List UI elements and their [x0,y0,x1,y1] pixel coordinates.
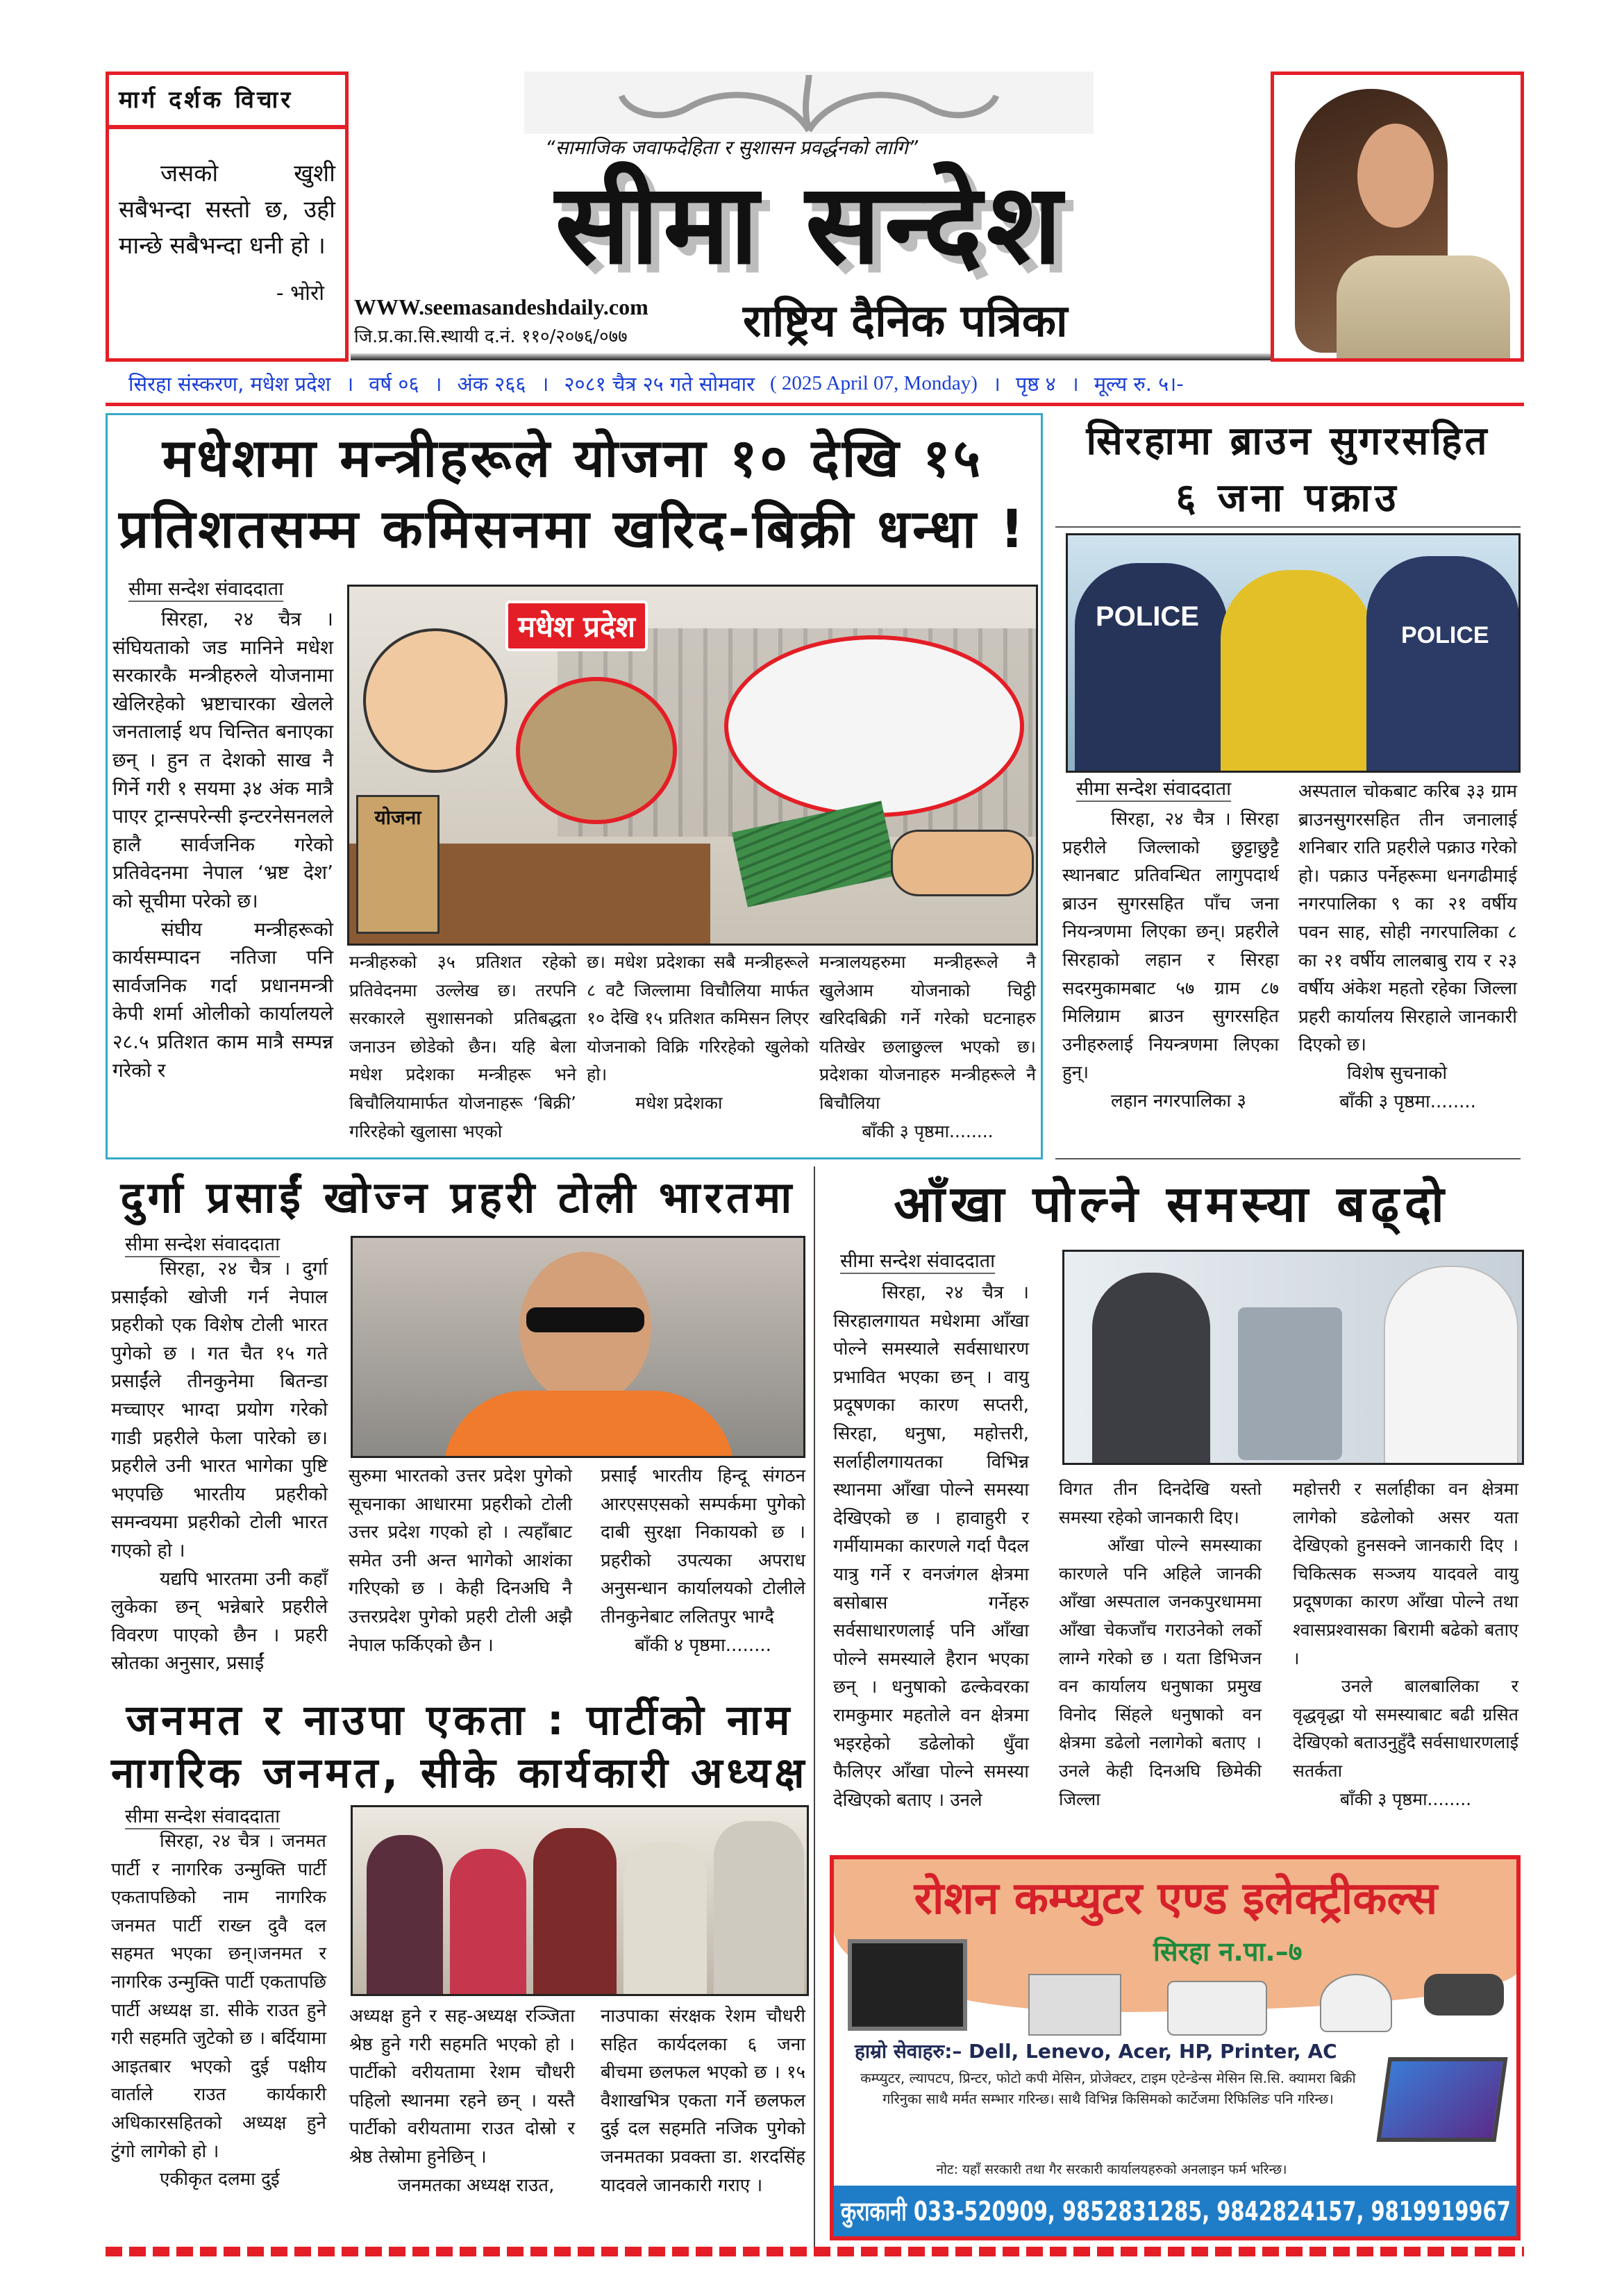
computer-icon [848,1939,967,2031]
article-eye-col-3: महोत्तरी र सर्लाहीका वन क्षेत्रमा लागेको डढेलोको असर यता देखिएको हुनसक्ने जानकारी दिए । चिकित्सक सञ्जय यादवले वायु प्रदूषणका कारण आँखा पोल्ने तथा श्वासप्रश्वासका बिरामी बढेको बताए । उनले बालबालिका र वृद्धवृद्धा यो समस्याबाट बढी ग्रसित देखिएको बताउनुहुँदै सर्वसाधारणलाई सतर्कता बाँकी ३ पृष्ठमा........ [1293,1475,1518,1813]
separator: । [992,371,1001,396]
article-durga-col-2: सुरुमा भारतको उत्तर प्रदेश पुगेको सूचनाका आधारमा प्रहरीको टोली उत्तर प्रदेश गएको हो । त्यहाँबाट समेत उनी अन्त भागेको आशंका गरिएको छ । केही दिनअघि नै उत्तरप्रदेश पुगेको प्रहरी टोली अझै नेपाल फर्किएको छैन । [349,1466,572,1656]
dirt-road-circle [516,677,677,824]
police-label: POLICE [1096,601,1199,632]
thought-box-title: मार्ग दर्शक विचार [109,75,345,129]
article-janamat-col-2: अध्यक्ष हुने र सह-अध्यक्ष रञ्जिता श्रेष्ठ हुने गरी सहमति भएको हो । पार्टीको वरीयतामा रेशम चौधरी पहिलो स्थानमा रहने छन् । यस्तै पार्टीको वरीयतामा राउत दोस्रो र श्रेष्ठ तेस्रोमा हुनेछिन् । जनमतका अध्यक्ष राउत, [349,2006,575,2196]
masthead-website: WWW.seemasandeshdaily.com [354,294,648,319]
byline: सीमा सन्देश संवाददाता [128,578,284,600]
police-arrest-image [1066,533,1521,773]
byline: सीमा सन्देश संवाददाता [125,1234,281,1255]
byline: सीमा सन्देश संवाददाता [1076,778,1232,800]
article-durga-col-1: सिरहा, २४ चैत्र । दुर्गा प्रसाईंको खोजी गर्न नेपाल प्रहरीको एक विशेष टोली भारत पुगेको छ । गत चैत १५ गते प्रसाईंले तीनकुनेमा बितन्डा मच्चाएर भाग्दा प्रयोग गरेको गाडी प्रहरीले फेला पारेको छ। प्रहरीले उनी भारत भागेका पुष्टि भएपछि भारतीय प्रहरीको समन्वयमा प्रहरीको टोली भारत गएको हो । यद्यपि भारतमा उनी कहाँ लुकेका छन् भन्नेबारे प्रहरीले विवरण पाएको छैन । प्रहरी स्रोतका अनुसार, प्रसाईं [111,1258,328,1675]
bottom-dashed-rule [106,2247,1524,2256]
headline-commission-2: प्रतिशतसम्म कमिसनमा खरिद-बिक्री धन्धा ! [119,498,1027,560]
police-label: POLICE [1401,622,1489,648]
article-commission-col-1: सिरहा, २४ चैत्र । संघियताको जड मानिने मधेश सरकारकै मन्त्रीहरुले योजनामा खेलिरहेको भ्रष्टाचारका खेलले जनतालाई थप चिन्तित बनाएका छन् । हुन त देशको साख नै गिर्ने गरी १ सयमा ३४ अंक मात्रै पाएर ट्रान्सपरेन्सी इन्टरनेसनलले हालै सार्वजनिक गरेको प्रतिवेदनमा नेपाल ‘भ्रष्ट देश’ को सूचीमा परेको छ। संघीय मन्त्रीहरूको कार्यसम्पादन नतिजा पनि सार्वजनिक गर्दा प्रधानमन्त्री केपी शर्मा ओलीको कार्यालयले २८.५ प्रतिशत काम मात्रै सम्पन्न गरेको र [112,607,333,1082]
article-commission-col-3: छ। मधेश प्रदेशका सबै मन्त्रीहरूले ८ वटै जिल्लामा विचौलिया मार्फत १० देखि १५ प्रतिशत कमिसन लिएर योजनाको विक्रि गरिरहेको खुलेको हो। मधेश प्रदेशका [587,952,809,1113]
page-number: पृष्ठ ४ [1015,371,1056,396]
thought-author: - भोरो [276,281,324,305]
leader [623,1842,707,1996]
ad-services: हाम्रो सेवाहरु:– Dell, Lenevo, Acer, HP, Printer, AC [855,2040,1337,2063]
dome-camera-icon [1320,1974,1392,2032]
party-leaders-image [351,1805,809,1996]
model-photo [1271,72,1524,362]
continued-link[interactable]: बाँकी ३ पृष्ठमा........ [862,1121,994,1141]
orange-shirt [443,1391,735,1458]
model-top [1337,255,1510,360]
issue: अंक २६६ [457,371,526,396]
info-bar-rule [106,403,1524,406]
edition: सिरहा संस्करण, मधेश प्रदेश [128,371,331,396]
headline-eye: आँखा पोल्ने समस्या बढ्दो [894,1175,1450,1233]
model-face [1357,124,1434,228]
article-janamat-col-1: सिरहा, २४ चैत्र । जनमत पार्टी र नागरिक उन्मुक्ति पार्टी एकतापछिको नाम नागरिक जनमत पार्टी राख्न दुवै दल सहमत भएका छन्।जनमत र नागरिक उन्मुक्ति पार्टी एकतापछि पार्टी अध्यक्ष डा. सीके राउत हुने गरी सहमति जुटेको छ । बर्दियामा आइतबार भएको दुई पक्षीय वार्ताले राउत कार्यकारी अधिकारसहितको अध्यक्ष हुने टुंगो लागेको हो । एकीकृत दलमा दुई [111,1831,326,2190]
headline-brown-sugar-2: ६ जना पक्राउ [1175,476,1400,521]
ad-title: रोशन कम्प्युटर एण्ड इलेक्ट्रीकल्स [914,1873,1438,1925]
sunglasses [526,1307,644,1332]
minister-figure [363,628,508,773]
price: मूल्य रु. ५।- [1094,371,1184,396]
patient [1092,1273,1210,1465]
thought-box [106,72,349,362]
slit-lamp [1238,1307,1342,1460]
ad-contact[interactable]: कुराकानी 033-520909, 9852831285, 9842824157, 9819919967 [841,2196,1511,2227]
masthead [351,72,1271,362]
cctv-camera-icon [1424,1974,1504,2016]
article-janamat-col-3: नाउपाका संरक्षक रेशम चौधरी सहित कार्यदलका ६ जना बीचमा छलफल भएको छ । १५ वैशाखभित्र एकता गर्ने छलफल दुई दल सहमति नजिक पुगेको जनमतका प्रवक्ता डा. शरदसिंह यादवले जानकारी गराए । [601,2006,805,2196]
ornament-icon [524,72,1094,134]
ad-note: नोट: यहाँ सरकारी तथा गैर सरकारी कार्यालयहरुको अनलाइन फर्म भरिन्छ। [936,2162,1287,2177]
thought-quote: जसको खुशी सबैभन्दा सस्तो छ, उही मान्छे सबैभन्दा धनी हो । [119,160,335,260]
durga-prasai-image [351,1236,805,1458]
headline-durga: दुर्गा प्रसाईं खोज्न प्रहरी टोली भारतमा [120,1172,796,1223]
printer-icon [1028,1974,1121,2036]
masthead-subtitle: राष्ट्रिय दैनिक पत्रिका [743,296,1068,347]
continued-link[interactable]: बाँकी ४ पृष्ठमा........ [635,1634,771,1656]
separator: । [346,371,354,396]
date-english: ( 2025 April 07, Monday) [770,371,978,394]
column-divider [814,1166,815,2249]
byline: सीमा सन्देश संवाददाता [840,1250,996,1272]
separator: । [1071,371,1079,396]
masthead-tagline: “सामाजिक जवाफदेहिता र सुशासन प्रवर्द्धनको लागि” [545,136,919,159]
leader [533,1828,617,1996]
article-eye-col-1: सिरहा, २४ चैत्र । सिरहालगायत मधेशमा आँखा पोल्ने समस्याले सर्वसाधारण प्रभावित भएका छन् । वायु प्रदूषणका कारण सप्तरी, सिरहा, धनुषा, महोत्तरी, सर्लाहीलगायतका विभिन्न स्थानमा आँखा पोल्ने समस्या देखिएको छ । हावाहुरी र गर्मीयामका कारणले गर्दा पैदल यात्रु गर्ने र वनजंगल क्षेत्रमा बसोबास गर्नेहरु सर्वसाधारणलाई पनि आँखा पोल्ने समस्याले हैरान भएका छन् । धनुषाको ढल्केवरका रामकुमार महतोले वन क्षेत्रमा भइरहेको डढेलोको धुँवा फैलिएर आँखा पोल्ने समस्या देखिएको बताए । उनले [833,1282,1029,1811]
headline-brown-sugar-1: सिरहामा ब्राउन सुगरसहित [1086,419,1490,464]
rule [1055,1158,1521,1159]
projector-icon [1167,1981,1267,2036]
continued-link[interactable]: बाँकी ३ पृष्ठमा........ [1339,1788,1472,1809]
advertisement[interactable] [830,1855,1521,2240]
article-eye-col-2: विगत तीन दिनदेखि यस्तो समस्या रहेको जानकारी दिए। आँखा पोल्ने समस्याका कारणले पनि अहिले जानकी आँखा अस्पताल जनकपुरधाममा आँखा चेकजाँच गराउनेको लर्को लाग्ने गरेको छ । यता डिभिजन वन कार्यालय धनुषाका प्रमुख विनोद सिंहले धनुषाको वन क्षेत्रमा डढेलो नलागेको बताए । उनले केही दिनअघि छिमेकी जिल्ला [1059,1479,1262,1809]
rule [1055,526,1521,528]
doctor [1384,1266,1518,1465]
eye-exam-image [1062,1250,1524,1465]
year: वर्ष ०६ [369,371,419,396]
article-durga-col-3: प्रसाईं भारतीय हिन्दू संगठन आरएसएसको सम्पर्कमा पुगेको दाबी सुरक्षा निकायको छ । प्रहरीको उपत्यका अपराध अनुसन्धान कार्यालयको टोलीले तीनकुनेबाट ललितपुर भाग्दै बाँकी ४ पृष्ठमा........ [601,1462,805,1659]
article-commission-col-4: मन्त्रालयहरुमा मन्त्रीहरूले नै खुलेआम योजनाको चिट्ठी खरिदबिक्री गर्ने गरेको घटनाहरु यतिखेर छलाछुल्ल भएको छ। प्रदेशका योजनाहरु मन्त्रीहरूले नै बिचौलिया बाँकी ३ पृष्ठमा........ [819,948,1036,1146]
suspect-yellow-jacket [1221,570,1373,773]
article-brown-sugar-col-2: अस्पताल चोकबाट करिब ३३ ग्राम ब्राउनसुगरसहित तीन जनालाई शनिबार राति प्रहरीले पक्राउ गरेको हो। पक्राउ पर्नेहरूमा धनगढीमाई नगरपालिका ९ का २१ वर्षीय पवन साह, सोही नगरपालिका ८ का २१ वर्षीय लालबाबु राय र २३ वर्षीय अंकेश महतो रहेका जिल्ला प्रहरी कार्यालय सिरहाले जानकारी दिएको छ। विशेष सुचनाको बाँकी ३ पृष्ठमा........ [1298,778,1517,1116]
cartoon-image [347,585,1038,946]
hand [891,830,1034,896]
website-circle [724,635,1024,817]
headline-commission-1: मधेशमा मन्त्रीहरूले योजना १० देखि १५ [162,427,984,489]
madhesh-banner: मधेश प्रदेश [505,601,648,651]
leader [714,1821,804,1996]
continued-link[interactable]: बाँकी ३ पृष्ठमा........ [1339,1091,1476,1112]
headline-janamat-1: जनमत र नाउपा एकता : पार्टीको नाम [126,1696,794,1745]
masthead-registration: जि.प्र.का.सि.स्थायी द.नं. ११०/२०७६/०७७ [354,326,628,347]
byline: सीमा सन्देश संवाददाता [125,1806,281,1827]
headline-janamat-2: नागरिक जनमत, सीके कार्यकारी अध्यक्ष [111,1749,809,1798]
laptop-icon [1376,2057,1507,2142]
article-commission-col-2: मन्त्रीहरुको ३५ प्रतिशत रहेको प्रतिवेदनमा उल्लेख छ। तरपनि सरकारले सुशासनको प्रतिबद्धता जनाउन छोडेको छैन। यहि बेला मधेश प्रदेशका मन्त्रीहरू भने बिचौलियामार्फत योजनाहरू ‘बिक्री’ गरिरहेको खुलासा भएको [349,952,576,1141]
leader [450,1849,526,1996]
masthead-title: सीमा सन्देश [555,159,1066,289]
date-nepali: २०८१ चैत्र २५ गते सोमवार [564,371,755,396]
ad-location: सिरहा न.पा.–७ [1153,1936,1303,1967]
separator: । [541,371,549,396]
article-brown-sugar-col-1: सिरहा, २४ चैत्र । सिरहा प्रहरीले जिल्लाको छुट्टाछुट्टै स्थानबाट प्रतिवन्धित लागुपदार्थ ब्राउन सुगरसहित पाँच जना नियन्त्रणमा लिएका छन्। प्रहरीले सिरहाको लहान र सिरहा सदरमुकामबाट ५७ ग्राम ८७ मिलिग्राम ब्राउन सुगरसहित उनीहरुलाई नियन्त्रणमा लिएका हुन्। लहान नगरपालिका ३ [1062,809,1279,1112]
yojana-document: योजना [356,795,440,934]
info-bar [128,369,1517,397]
police-officer-right [1366,556,1519,773]
police-officer-left [1075,563,1228,773]
masthead-underline [351,353,1271,360]
separator: । [434,371,442,396]
leader [367,1835,443,1996]
ad-description: कम्प्युटर, ल्यापटप, प्रिन्टर, फोटो कपी मेसिन, प्रोजेक्टर, टाइम एटेन्डेन्स मेसिन सि.सि. क्यामरा बिक्री गरिनुका साथै मर्मत सम्भार गरिन्छ। साथै विभिन्न किसिमको कार्टेजमा रिफिलिङ पनि गरिन्छ। [860,2070,1356,2107]
